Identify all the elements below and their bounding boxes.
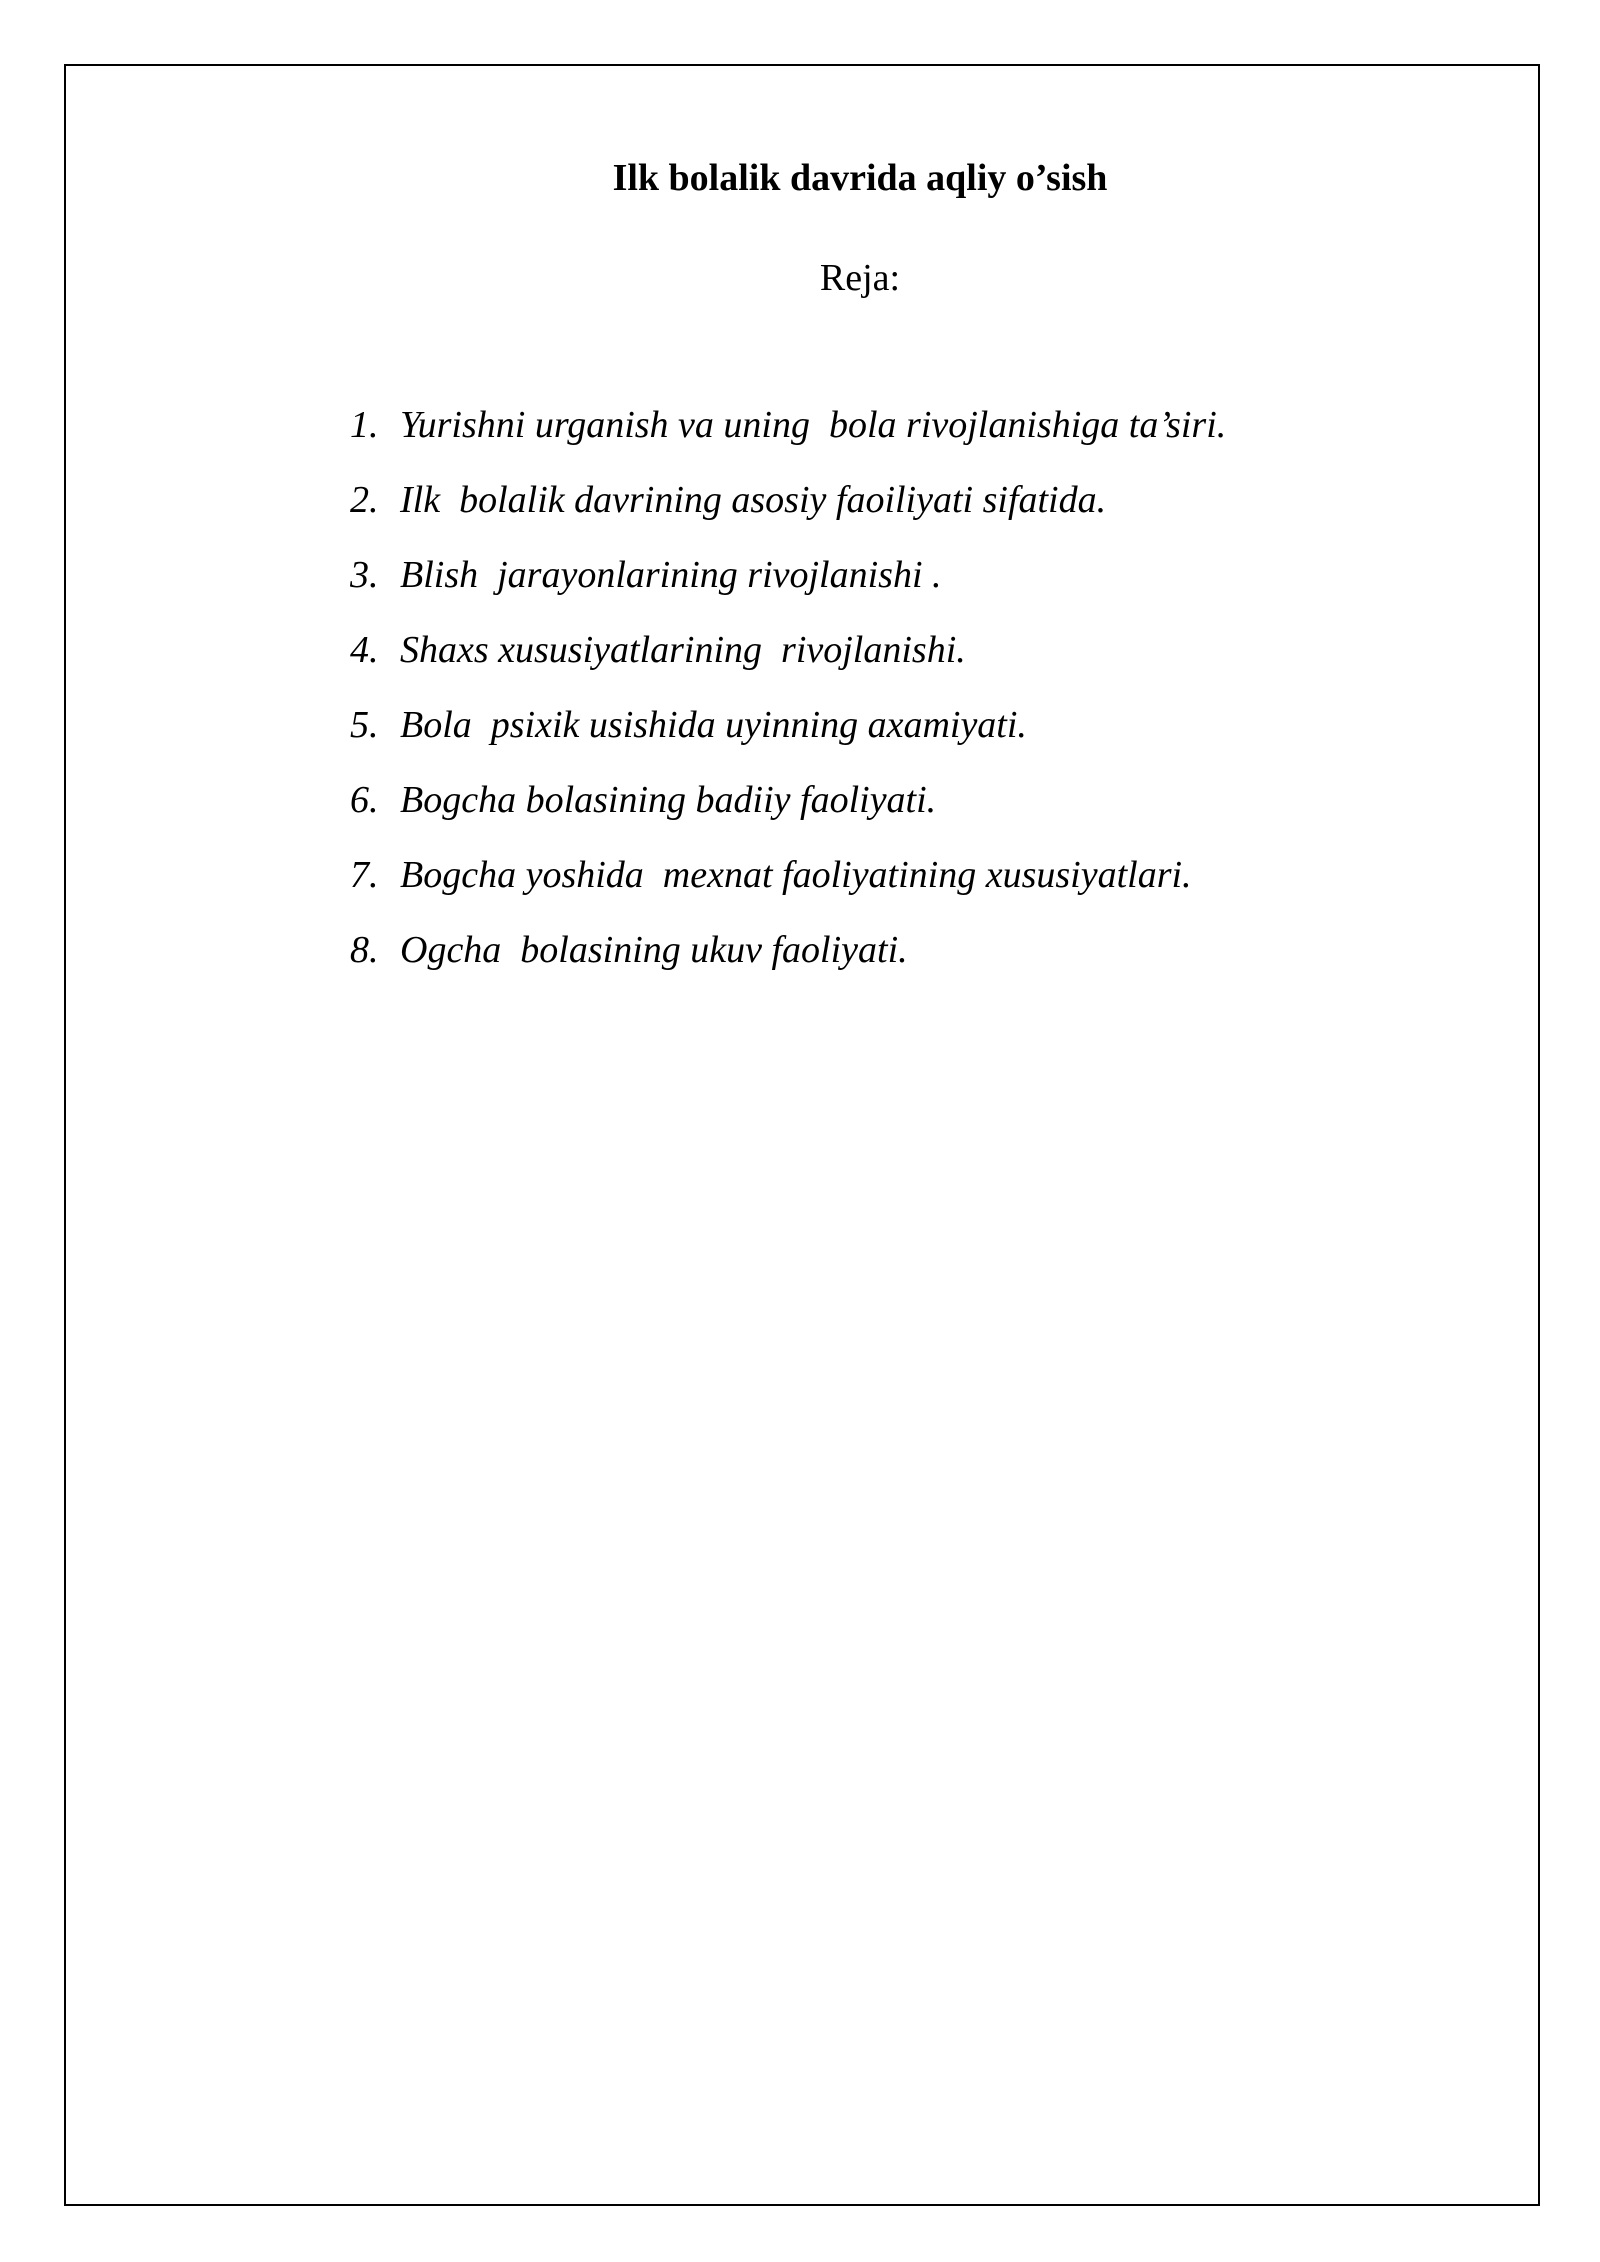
plan-item-text: Yurishni urganish va uning bola rivojlanishiga ta’siri.: [400, 404, 1227, 446]
plan-item-number: 7.: [350, 854, 379, 896]
plan-item-text: Bogcha yoshida mexnat faoliyatining xususiyatlari.: [400, 854, 1192, 896]
plan-item-8: [350, 927, 1226, 1002]
plan-item-7: [350, 852, 1226, 927]
plan-item-5: [350, 702, 1226, 777]
plan-item-number: 1.: [350, 404, 379, 446]
plan-item-text: Ilk bolalik davrining asosiy faoiliyati sifatida.: [400, 479, 1107, 521]
plan-item-number: 4.: [350, 629, 379, 671]
plan-item-number: 6.: [350, 779, 379, 821]
plan-item-number: 2.: [350, 479, 379, 521]
plan-item-text: Bola psixik usishida uyinning axamiyati.: [400, 704, 1027, 746]
plan-heading: Reja:: [819, 257, 901, 299]
document-title: Ilk bolalik davrida aqliy o’sish: [612, 157, 1108, 199]
plan-item-number: 5.: [350, 704, 379, 746]
plan-item-1: [350, 402, 1226, 477]
plan-item-6: [350, 777, 1226, 852]
plan-item-text: Blish jarayonlarining rivojlanishi .: [400, 554, 942, 596]
plan-list: [350, 402, 1226, 1002]
plan-item-text: Bogcha bolasining badiiy faoliyati.: [400, 779, 937, 821]
plan-item-number: 3.: [350, 554, 379, 596]
plan-item-3: [350, 552, 1226, 627]
page-border: [64, 64, 1540, 2206]
plan-item-number: 8.: [350, 929, 379, 971]
plan-item-text: Shaxs xususiyatlarining rivojlanishi.: [400, 629, 966, 671]
plan-item-text: Ogcha bolasining ukuv faoliyati.: [400, 929, 908, 971]
plan-item-4: [350, 627, 1226, 702]
plan-item-2: [350, 477, 1226, 552]
